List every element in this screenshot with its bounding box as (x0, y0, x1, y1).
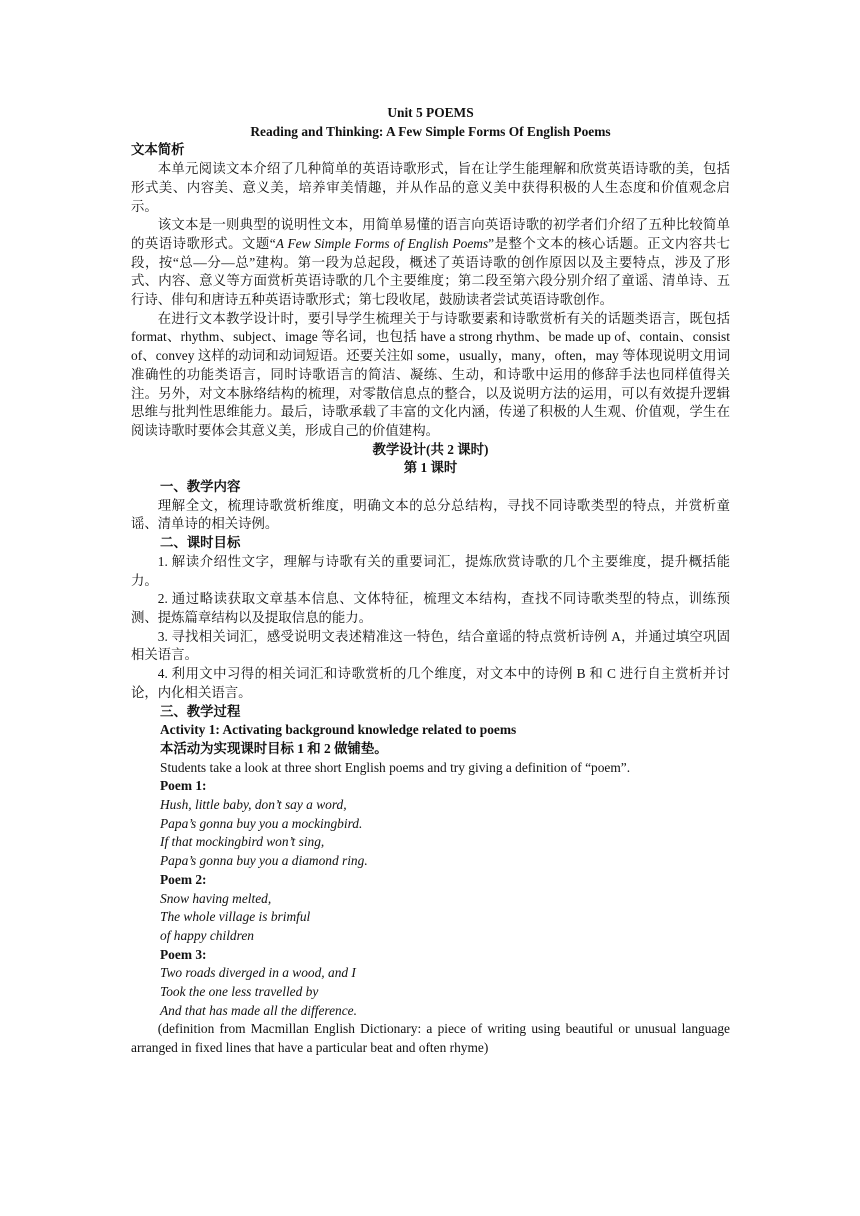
poem-line: Took the one less travelled by (160, 984, 319, 1000)
poem-line: Two roads diverged in a wood, and I (160, 965, 356, 981)
poem-line: Papa’s gonna buy you a mockingbird. (160, 815, 363, 831)
objective-item: 1. 解读介绍性文字，理解与诗歌有关的重要词汇，提炼欣赏诗歌的几个主要维度，提升概括能力。 (131, 553, 730, 588)
poem-definition: (definition from Macmillan English Dictionary: a piece of writing using beautiful or unusual language arranged in fixed lines that have a particular beat and often rhyme) (131, 1021, 730, 1056)
activity-instruction: Students take a look at three short English poems and try giving a definition of “poem”. (160, 759, 631, 775)
lesson-number: 第 1 课时 (403, 460, 458, 476)
overview-paragraph-2 (131, 216, 730, 310)
overview-p2-end: ”是整个文本的核心话题。正文内容共七段，按“总—分—总”建构。第一段为总起段，概述了英语诗歌的创作原因以及主要特点，涉及了形式、内容、意义等方面赏析英语诗歌的几个主要维度；第二段至第六段分别介绍了童谣、清单诗、五行诗、俳句和唐诗五种英语诗歌形式；第七段收尾，鼓励读者尝试英语诗歌创作。 (131, 235, 730, 308)
poem-label: Poem 3: (160, 946, 207, 962)
content-heading: 一、教学内容 (160, 479, 241, 495)
unit-title: Unit 5 POEMS (387, 105, 474, 120)
poem-line: Hush, little baby, don’t say a word, (160, 797, 347, 813)
objective-item: 3. 寻找相关词汇，感受说明文表述精准这一特色，结合童谣的特点赏析诗例 A，并通过填空巩固相关语言。 (131, 628, 730, 663)
overview-p2-start: 该文本是一则典型的说明性文本，用简单易懂的语言向英语诗歌的初学者们介绍了五种比较简单的英语诗歌形式。文题“ (131, 217, 730, 251)
poem-line: of happy children (160, 927, 254, 943)
poem-line: The whole village is brimful (160, 909, 311, 925)
objective-item: 4. 利用文中习得的相关词汇和诗歌赏析的几个维度，对文本中的诗例 B 和 C 进行自主赏析并讨论，内化相关语言。 (131, 666, 730, 700)
objectives-heading: 二、课时目标 (160, 535, 241, 551)
overview-paragraph-1: 本单元阅读文本介绍了几种简单的英语诗歌形式，旨在让学生能理解和欣赏英语诗歌的美，包括形式美、内容美、意义美，培养审美情趣，并从作品的意义美中获得积极的人生态度和价值观念启示。 (131, 161, 730, 214)
poem-label: Poem 2: (160, 871, 207, 887)
poem-label: Poem 1: (160, 778, 207, 794)
activity-title: Activity 1: Activating background knowledge related to poems (160, 722, 517, 738)
overview-p2-title: A Few Simple Forms of English Poems (275, 235, 489, 251)
poem-line: Papa’s gonna buy you a diamond ring. (160, 853, 368, 869)
design-heading: 教学设计(共 2 课时) (372, 441, 489, 457)
objective-item: 2. 通过略读获取文章基本信息、文体特征，梳理文本结构，查找不同诗歌类型的特点，训练预测、提炼篇章结构以及提取信息的能力。 (131, 591, 730, 625)
process-heading: 三、教学过程 (160, 703, 241, 719)
content-text: 理解全文，梳理诗歌赏析维度，明确文本的总分总结构，寻找不同诗歌类型的特点，并赏析童谣、清单诗的相关诗例。 (131, 497, 730, 532)
poem-line: Snow having melted, (160, 890, 272, 906)
poem-line: If that mockingbird won’t sing, (160, 834, 325, 850)
activity-note: 本活动为实现课时目标 1 和 2 做铺垫。 (160, 740, 388, 756)
overview-paragraph-3: 在进行文本教学设计时，要引导学生梳理关于与诗歌要素和诗歌赏析有关的话题类语言，既包括 format、rhythm、subject、image 等名词，也包括 have a strong rhythm、be made up of、contain、consist of、convey 这样的动词和动词短语。还要关注如 some，usually，many，often，may 等体现说明文用词准确性的功能类语言，同时诗歌语言的简洁、凝练、生动，和诗歌中运用的修辞手法也同样值得关注。另外，对文本脉络结构的梳理，对零散信息点的整合，以及说明方法的运用，可以有效提升逻辑思维与批判性思维能力。最后，诗歌承载了丰富的文化内涵，传递了积极的人生观、价值观，学生在阅读诗歌时要体会其意义美，形成自己的价值建构。 (131, 310, 730, 438)
poem-line: And that has made all the difference. (160, 1002, 357, 1018)
lesson-subtitle: Reading and Thinking: A Few Simple Forms Of English Poems (250, 123, 611, 139)
overview-heading: 文本简析 (131, 142, 185, 158)
